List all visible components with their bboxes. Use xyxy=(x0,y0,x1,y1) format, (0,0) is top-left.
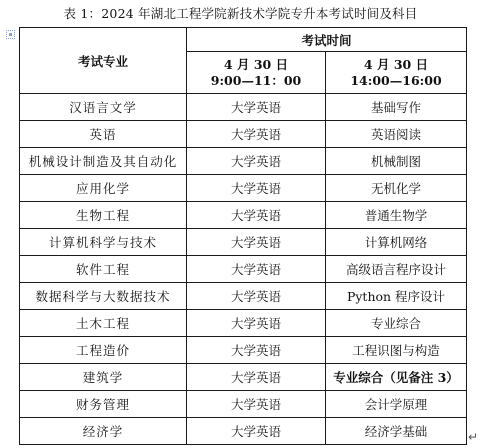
header-session-afternoon xyxy=(326,52,467,94)
row-afternoon-subject: 专业综合 xyxy=(326,310,467,337)
table-row xyxy=(20,175,467,202)
row-major: 应用化学 xyxy=(20,175,187,202)
row-morning-subject: 大学英语 xyxy=(187,229,326,256)
row-afternoon-subject: 机械制图 xyxy=(326,148,467,175)
row-major: 生物工程 xyxy=(20,202,187,229)
row-afternoon-subject: 会计学原理 xyxy=(326,391,467,418)
row-afternoon-subject: 普通生物学 xyxy=(326,202,467,229)
row-morning-subject: 大学英语 xyxy=(187,175,326,202)
session-afternoon-date: 4 月 30 日 xyxy=(363,56,429,72)
row-morning-subject: 大学英语 xyxy=(187,310,326,337)
table-row xyxy=(20,121,467,148)
table-row xyxy=(20,337,467,364)
header-session-morning xyxy=(187,52,326,94)
table-row xyxy=(20,418,467,445)
row-morning-subject: 大学英语 xyxy=(187,202,326,229)
row-afternoon-subject: 高级语言程序设计 xyxy=(326,256,467,283)
row-afternoon-subject: 专业综合（见备注 3） xyxy=(326,364,467,391)
session-morning-time: 9:00—11：00 xyxy=(210,72,302,88)
row-afternoon-subject: 计算机网络 xyxy=(326,229,467,256)
row-major: 英语 xyxy=(20,121,187,148)
table-row xyxy=(20,310,467,337)
row-major: 计算机科学与技术 xyxy=(20,229,187,256)
exam-schedule-table xyxy=(19,27,467,445)
row-major: 建筑学 xyxy=(20,364,187,391)
table-row xyxy=(20,148,467,175)
row-afternoon-subject: 基础写作 xyxy=(326,94,467,121)
row-major: 工程造价 xyxy=(20,337,187,364)
row-afternoon-subject: 无机化学 xyxy=(326,175,467,202)
table-row xyxy=(20,229,467,256)
row-morning-subject: 大学英语 xyxy=(187,283,326,310)
table-row xyxy=(20,283,467,310)
row-major: 经济学 xyxy=(20,418,187,445)
header-exam-time: 考试时间 xyxy=(187,28,467,52)
session-morning-date: 4 月 30 日 xyxy=(223,56,289,72)
row-morning-subject: 大学英语 xyxy=(187,121,326,148)
row-morning-subject: 大学英语 xyxy=(187,337,326,364)
table-row xyxy=(20,94,467,121)
row-major: 汉语言文学 xyxy=(20,94,187,121)
row-major: 数据科学与大数据技术 xyxy=(20,283,187,310)
row-major: 土木工程 xyxy=(20,310,187,337)
row-morning-subject: 大学英语 xyxy=(187,364,326,391)
row-afternoon-subject: 工程识图与构造 xyxy=(326,337,467,364)
row-afternoon-subject: 英语阅读 xyxy=(326,121,467,148)
table-anchor-icon[interactable] xyxy=(6,30,15,39)
row-morning-subject: 大学英语 xyxy=(187,94,326,121)
table-row xyxy=(20,364,467,391)
header-major: 考试专业 xyxy=(20,28,187,94)
paragraph-mark-icon: ↵ xyxy=(468,430,479,444)
table-row xyxy=(20,256,467,283)
row-afternoon-subject: Python 程序设计 xyxy=(326,283,467,310)
session-afternoon-time: 14:00—16:00 xyxy=(350,72,442,88)
row-major: 财务管理 xyxy=(20,391,187,418)
table-caption: 表 1：2024 年湖北工程学院新技术学院专升本考试时间及科目 xyxy=(63,6,418,21)
row-major: 软件工程 xyxy=(20,256,187,283)
row-afternoon-subject: 经济学基础 xyxy=(326,418,467,445)
table-row xyxy=(20,202,467,229)
row-morning-subject: 大学英语 xyxy=(187,391,326,418)
row-morning-subject: 大学英语 xyxy=(187,148,326,175)
row-major: 机械设计制造及其自动化 xyxy=(20,148,187,175)
row-morning-subject: 大学英语 xyxy=(187,256,326,283)
table-row xyxy=(20,391,467,418)
row-morning-subject: 大学英语 xyxy=(187,418,326,445)
